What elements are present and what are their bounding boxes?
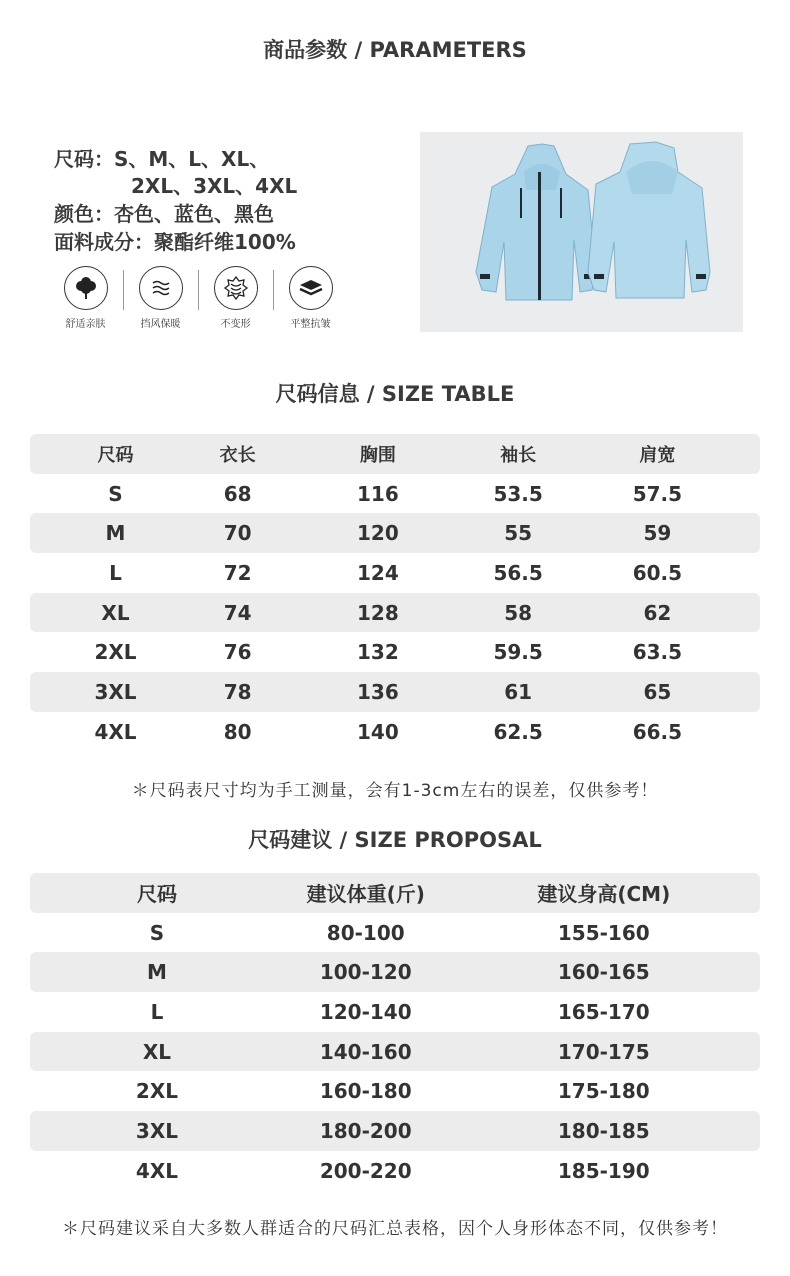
table-cell: 68 <box>223 481 252 506</box>
column-header: 尺码 <box>136 882 177 907</box>
feature-no-deform <box>198 266 273 330</box>
table-cell: M <box>147 960 167 985</box>
size-proposal-note: ＊尺码建议采自大多数人群适合的尺码汇总表格，因个人身形体态不同，仅供参考！ <box>62 1219 728 1239</box>
table-cell: 63.5 <box>632 640 683 665</box>
table-cell: 124 <box>357 560 399 585</box>
elastic-icon <box>214 266 258 310</box>
table-cell: 170-175 <box>557 1039 650 1064</box>
table-row <box>30 1032 760 1072</box>
table-cell: 61 <box>504 679 533 704</box>
table-cell: 62.5 <box>493 719 543 744</box>
table-cell: 74 <box>223 600 252 625</box>
table-row <box>30 712 760 752</box>
spec-sizes: 尺码：S、M、L、XL、 <box>54 147 270 171</box>
product-photo <box>420 132 743 332</box>
table-cell: S <box>108 481 123 506</box>
table-cell: 180-200 <box>319 1118 412 1143</box>
table-header-row <box>30 873 760 913</box>
feature-label: 平整抗皱 <box>290 319 331 330</box>
table-row <box>30 1151 760 1191</box>
table-cell: XL <box>142 1039 172 1064</box>
cotton-icon <box>64 266 108 310</box>
table-cell: 4XL <box>94 719 137 744</box>
table-cell: 3XL <box>94 679 137 704</box>
table-cell: 3XL <box>135 1118 178 1143</box>
jacket-back <box>588 142 710 298</box>
table-row <box>30 553 760 593</box>
column-header: 肩宽 <box>639 444 676 466</box>
table-cell: 128 <box>357 600 399 625</box>
table-cell: 100-120 <box>319 960 412 985</box>
table-cell: 132 <box>357 640 399 665</box>
table-cell: 59.5 <box>493 640 543 665</box>
spec-colors: 颜色：杏色、蓝色、黑色 <box>54 202 274 226</box>
table-cell: L <box>150 999 164 1024</box>
table-cell: 160-180 <box>319 1079 412 1104</box>
table-cell: 120-140 <box>319 999 412 1024</box>
column-header: 尺码 <box>97 444 134 466</box>
table-cell: 55 <box>504 521 533 546</box>
table-cell: 185-190 <box>557 1158 650 1183</box>
table-cell: 200-220 <box>319 1158 412 1183</box>
table-cell: 70 <box>223 521 252 546</box>
table-cell: 165-170 <box>557 999 650 1024</box>
table-cell: XL <box>101 600 130 625</box>
feature-windproof <box>123 266 198 330</box>
table-cell: 80-100 <box>326 920 405 945</box>
feature-comfort <box>48 266 123 330</box>
table-row <box>30 1071 760 1111</box>
feature-label: 舒适亲肤 <box>65 319 106 330</box>
table-row <box>30 632 760 672</box>
table-row <box>30 513 760 553</box>
table-cell: 65 <box>643 679 672 704</box>
table-cell: L <box>109 560 122 585</box>
column-header: 建议体重(斤) <box>306 882 425 907</box>
table-row <box>30 593 760 633</box>
table-cell: 140-160 <box>319 1039 412 1064</box>
table-cell: 60.5 <box>632 560 683 585</box>
jacket-front <box>476 144 596 300</box>
size-table <box>30 434 760 752</box>
feature-icons <box>48 266 348 330</box>
column-header: 袖长 <box>500 444 537 466</box>
table-row <box>30 672 760 712</box>
size-table-note: ＊尺码表尺寸均为手工测量，会有1-3cm左右的误差，仅供参考！ <box>131 781 659 801</box>
table-cell: 2XL <box>135 1079 178 1104</box>
table-cell: 120 <box>357 521 399 546</box>
table-cell: 116 <box>357 481 399 506</box>
table-cell: 53.5 <box>493 481 543 506</box>
parameters-title: 商品参数 / PARAMETERS <box>263 38 527 62</box>
table-cell: 136 <box>357 679 399 704</box>
table-cell: 66.5 <box>632 719 683 744</box>
table-cell: 56.5 <box>493 560 543 585</box>
layers-icon <box>289 266 333 310</box>
table-cell: 59 <box>643 521 672 546</box>
wind-icon <box>139 266 183 310</box>
feature-label: 不变形 <box>220 319 251 330</box>
table-cell: 58 <box>504 600 533 625</box>
table-cell: 72 <box>223 560 252 585</box>
column-header: 衣长 <box>219 444 256 466</box>
table-row <box>30 1111 760 1151</box>
table-cell: 57.5 <box>632 481 683 506</box>
size-table-title: 尺码信息 / SIZE TABLE <box>275 382 515 406</box>
table-cell: 155-160 <box>557 920 650 945</box>
table-cell: 160-165 <box>557 960 650 985</box>
table-row <box>30 952 760 992</box>
table-header-row <box>30 434 760 474</box>
column-header: 胸围 <box>359 444 396 466</box>
feature-label: 挡风保暖 <box>140 319 181 330</box>
table-cell: 62 <box>643 600 672 625</box>
table-row <box>30 474 760 514</box>
table-cell: 76 <box>223 640 252 665</box>
table-cell: M <box>105 521 126 546</box>
table-cell: 140 <box>357 719 399 744</box>
spec-fabric: 面料成分：聚酯纤维100% <box>54 230 296 254</box>
size-proposal-title: 尺码建议 / SIZE PROPOSAL <box>248 828 542 852</box>
table-cell: S <box>149 920 165 945</box>
table-cell: 180-185 <box>557 1118 650 1143</box>
size-proposal-table <box>30 873 760 1191</box>
table-cell: 2XL <box>94 640 137 665</box>
table-row <box>30 913 760 953</box>
table-cell: 4XL <box>135 1158 178 1183</box>
table-row <box>30 992 760 1032</box>
feature-wrinkle-free <box>273 266 348 330</box>
table-cell: 80 <box>223 719 252 744</box>
spec-sizes-continued: 2XL、3XL、4XL <box>131 174 298 198</box>
table-cell: 175-180 <box>557 1079 650 1104</box>
column-header: 建议身高(CM) <box>537 882 671 907</box>
table-cell: 78 <box>223 679 252 704</box>
